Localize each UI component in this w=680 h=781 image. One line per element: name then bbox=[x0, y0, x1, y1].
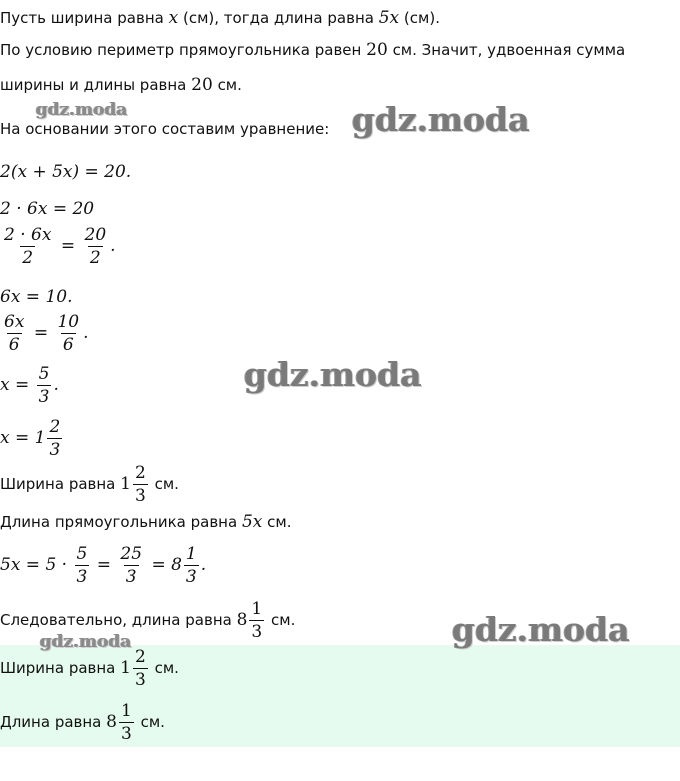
line-1-text-2: (см), тогда длина равна bbox=[182, 9, 374, 27]
numerator: 2 bbox=[135, 463, 146, 483]
line-3-text-2: см. bbox=[217, 76, 242, 94]
denominator: 6 bbox=[8, 335, 20, 355]
answer-text: Длина равна bbox=[0, 713, 102, 731]
denominator: 3 bbox=[76, 567, 88, 587]
denominator: 3 bbox=[125, 567, 137, 587]
statement-text: Следовательно, длина равна bbox=[0, 611, 232, 629]
line-3-text: ширины и длины равна bbox=[0, 76, 187, 94]
fraction bbox=[2, 311, 26, 356]
fraction bbox=[184, 543, 199, 588]
fraction bbox=[75, 543, 90, 588]
denominator: 3 bbox=[185, 567, 197, 587]
fraction bbox=[118, 543, 144, 588]
whole-part: 1 bbox=[120, 474, 131, 494]
line-2-text-2: см. Значит, удвоенная сумма bbox=[392, 41, 626, 59]
fraction bbox=[83, 224, 109, 269]
var-x: x bbox=[168, 8, 179, 28]
numerator: 25 bbox=[120, 544, 143, 564]
unit: см. bbox=[154, 659, 179, 677]
equation-5 bbox=[0, 311, 89, 356]
expr-5x: 5x bbox=[378, 8, 400, 28]
whole-part: 8 bbox=[106, 712, 117, 732]
expr-5x: 5x bbox=[241, 512, 263, 532]
watermark: gdz.moda bbox=[352, 100, 530, 139]
equation-2: 2 · 6x = 20 bbox=[0, 199, 95, 219]
watermark: gdz.moda bbox=[40, 632, 132, 652]
whole-part: 8 bbox=[236, 610, 248, 630]
lhs: x = bbox=[0, 375, 30, 395]
line-1 bbox=[0, 8, 440, 28]
watermark: gdz.moda bbox=[244, 355, 422, 394]
numerator: 6x bbox=[4, 312, 25, 332]
fraction bbox=[133, 462, 148, 507]
line-2-text: По условию периметр прямоугольника равен bbox=[0, 41, 362, 59]
unit: см. bbox=[154, 475, 179, 493]
line-2 bbox=[0, 40, 625, 60]
line-4 bbox=[0, 120, 329, 138]
answer-box bbox=[0, 645, 680, 747]
fraction bbox=[249, 598, 264, 643]
equation-6 bbox=[0, 363, 59, 408]
fraction bbox=[47, 416, 62, 461]
number-20: 20 bbox=[191, 75, 213, 95]
whole-part: 1 bbox=[120, 658, 131, 678]
numerator: 2 bbox=[49, 417, 61, 437]
equals-sign: = bbox=[33, 323, 49, 343]
answer-length bbox=[0, 700, 165, 745]
watermark: gdz.moda bbox=[36, 100, 128, 120]
unit: см. bbox=[271, 611, 296, 629]
denominator: 3 bbox=[38, 387, 50, 407]
fraction bbox=[133, 646, 148, 691]
width-statement bbox=[0, 462, 179, 507]
period: . bbox=[200, 555, 207, 575]
equation-7 bbox=[0, 416, 64, 461]
numerator: 5 bbox=[38, 364, 50, 384]
statement-text: Ширина равна bbox=[0, 475, 116, 493]
denominator: 2 bbox=[89, 248, 101, 268]
equation-4: 6x = 10. bbox=[0, 287, 73, 307]
equals-sign: = bbox=[96, 555, 111, 575]
length-intro bbox=[0, 512, 291, 532]
denominator: 3 bbox=[120, 724, 132, 744]
period: . bbox=[110, 236, 116, 256]
length-calculation bbox=[0, 543, 206, 588]
number-20: 20 bbox=[366, 40, 388, 60]
numerator: 1 bbox=[120, 701, 132, 721]
equation-3 bbox=[0, 224, 116, 269]
fraction bbox=[55, 311, 81, 356]
lhs: 5x = 5 · bbox=[0, 555, 68, 575]
lhs: x = 1 bbox=[0, 428, 46, 448]
fraction bbox=[2, 224, 53, 269]
unit: см. bbox=[140, 713, 165, 731]
fraction bbox=[119, 700, 134, 745]
denominator: 3 bbox=[135, 670, 146, 690]
numerator: 10 bbox=[57, 312, 80, 332]
line-3 bbox=[0, 75, 242, 95]
denominator: 3 bbox=[135, 486, 146, 506]
equals-whole: = 8 bbox=[151, 555, 182, 575]
fraction bbox=[37, 363, 52, 408]
numerator: 20 bbox=[84, 225, 107, 245]
period: . bbox=[53, 375, 59, 395]
denominator: 2 bbox=[22, 248, 34, 268]
statement-text: Длина прямоугольника равна bbox=[0, 513, 238, 531]
answer-text: Ширина равна bbox=[0, 659, 116, 677]
answer-width bbox=[0, 646, 179, 691]
watermark: gdz.moda bbox=[452, 610, 630, 649]
numerator: 1 bbox=[185, 544, 197, 564]
line-4-text: На основании этого составим уравнение: bbox=[0, 120, 330, 138]
numerator: 2 bbox=[135, 647, 146, 667]
line-1-text: Пусть ширина равна bbox=[0, 9, 164, 27]
denominator: 3 bbox=[251, 622, 263, 642]
period: . bbox=[83, 323, 89, 343]
denominator: 3 bbox=[49, 440, 61, 460]
numerator: 1 bbox=[251, 599, 263, 619]
line-1-text-3: (см). bbox=[403, 9, 440, 27]
numerator: 5 bbox=[76, 544, 88, 564]
unit: см. bbox=[267, 513, 292, 531]
denominator: 6 bbox=[62, 335, 74, 355]
equals-sign: = bbox=[60, 236, 76, 256]
equation-1: 2(x + 5x) = 20. bbox=[0, 162, 132, 182]
numerator: 2 · 6x bbox=[4, 225, 52, 245]
